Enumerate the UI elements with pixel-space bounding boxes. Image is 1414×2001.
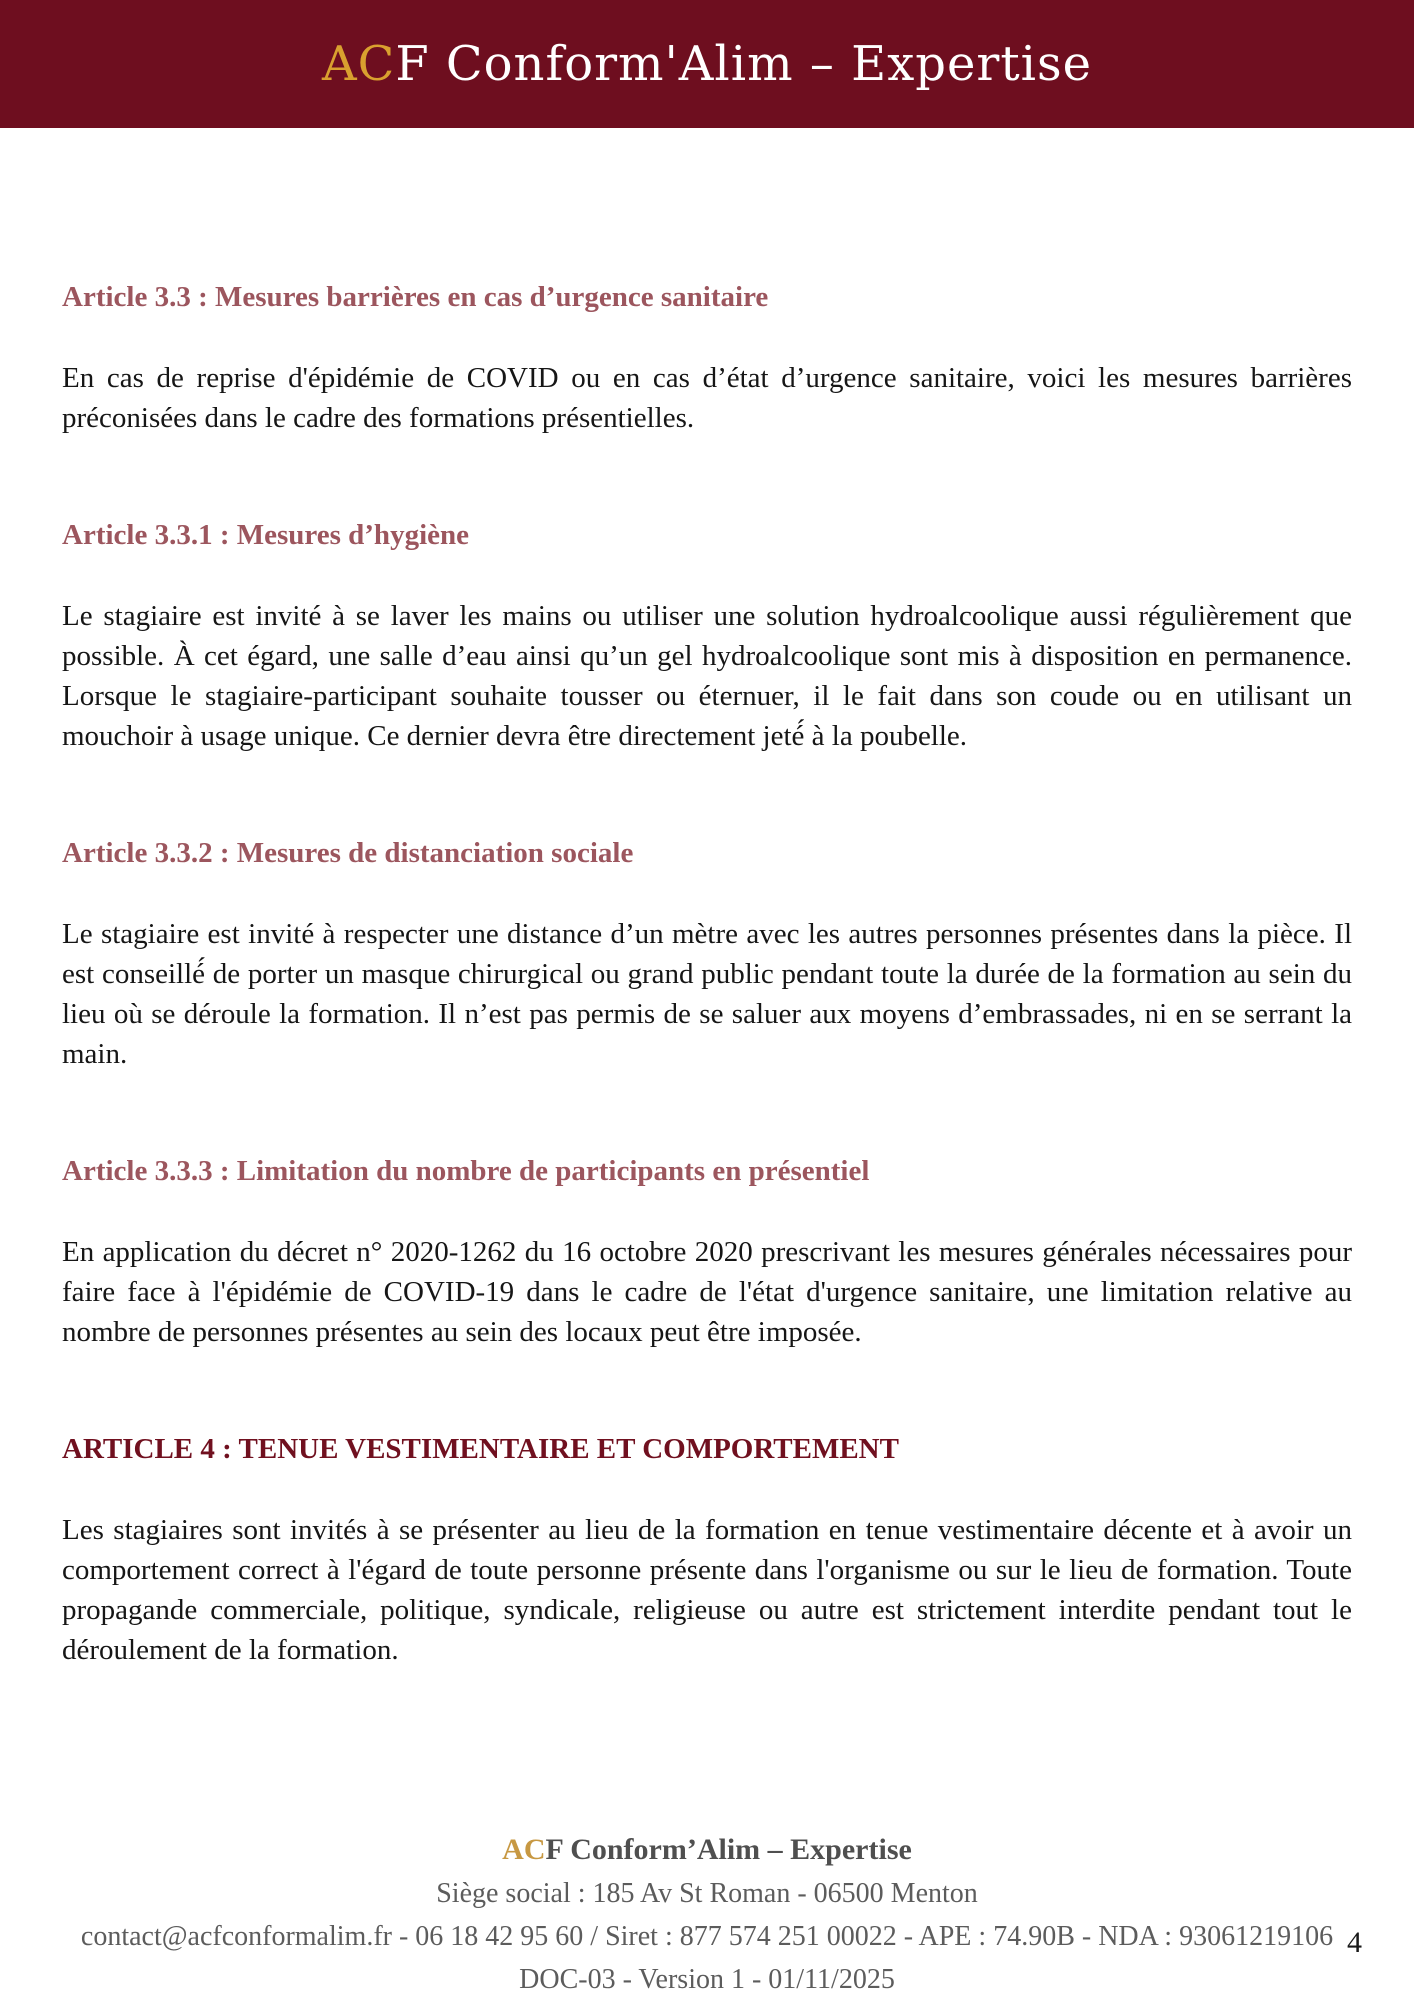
section-heading: Article 3.3.3 : Limitation du nombre de participants en présentiel	[62, 1155, 870, 1187]
footer-org-accent: AC	[502, 1833, 546, 1866]
footer-doc-version: DOC-03 - Version 1 - 01/11/2025	[519, 1964, 895, 1995]
section-paragraph: Le stagiaire est invité à respecter une distance d’un mètre avec les autres personnes présentes dans la pièce. Il est conseillé́ de porter un masque chirurgical ou grand public pendant toute la durée de la formation au sein du lieu où se déroule la formation. Il n’est pas permis de se saluer aux moyens d’embrassades, ni en se serrant la main.	[62, 918, 1352, 1070]
section-heading: Article 3.3 : Mesures barrières en cas d’urgence sanitaire	[62, 281, 769, 313]
header-banner	[0, 0, 1414, 128]
section-paragraph: En application du décret n° 2020-1262 du 16 octobre 2020 prescrivant les mesures générales nécessaires pour faire face à l'épidémie de COVID-19 dans le cadre de l'état d'urgence sanitaire, une limitation relative au nombre de personnes présentes au sein des locaux peut être imposée.	[62, 1236, 1352, 1348]
page-title-accent: AC	[321, 36, 396, 92]
footer-contact: contact@acfconformalim.fr - 06 18 42 95 60 / Siret : 877 574 251 00022 - APE : 74.90B - NDA : 93061219106	[80, 1921, 1334, 1952]
section-article-3-3-1	[62, 516, 1352, 756]
section-article-3-3	[62, 278, 1352, 438]
page-title-rest: F Conform'Alim – Expertise	[395, 36, 1093, 92]
document-body	[0, 278, 1414, 1670]
section-paragraph: Les stagiaires sont invités à se présenter au lieu de la formation en tenue vestimentaire décente et à avoir un comportement correct à l'égard de toute personne présente dans l'organisme ou sur le lieu de formation. Toute propagande commerciale, politique, syndicale, religieuse ou autre est strictement interdite pendant tout le déroulement de la formation.	[62, 1514, 1352, 1666]
section-heading: Article 3.3.1 : Mesures d’hygiène	[62, 519, 469, 551]
footer-org-rest: F Conform’Alim – Expertise	[545, 1833, 912, 1866]
page-footer	[0, 1828, 1414, 2001]
section-article-3-3-2	[62, 834, 1352, 1074]
section-paragraph: Le stagiaire est invité à se laver les mains ou utiliser une solution hydroalcoolique aussi régulièrement que possible. À cet égard, une salle d’eau ainsi qu’un gel hydroalcoolique sont mis à disposition en permanence. Lorsque le stagiaire-participant souhaite tousser ou éternuer, il le fait dans son coude ou en utilisant un mouchoir à usage unique. Ce dernier devra être directement jeté́ à la poubelle.	[62, 600, 1352, 752]
section-heading: Article 3.3.2 : Mesures de distanciation sociale	[62, 837, 634, 869]
section-article-4	[62, 1430, 1352, 1670]
footer-org-name	[0, 1828, 1414, 1872]
section-article-3-3-3	[62, 1152, 1352, 1352]
section-heading: ARTICLE 4 : TENUE VESTIMENTAIRE ET COMPORTEMENT	[62, 1433, 899, 1465]
footer-address: Siège social : 185 Av St Roman - 06500 Menton	[436, 1878, 978, 1909]
page-number: 4	[1347, 1926, 1362, 1959]
section-paragraph: En cas de reprise d'épidémie de COVID ou en cas d’état d’urgence sanitaire, voici les mesures barrières préconisées dans le cadre des formations présentielles.	[62, 362, 1352, 434]
page-title	[322, 36, 1092, 92]
